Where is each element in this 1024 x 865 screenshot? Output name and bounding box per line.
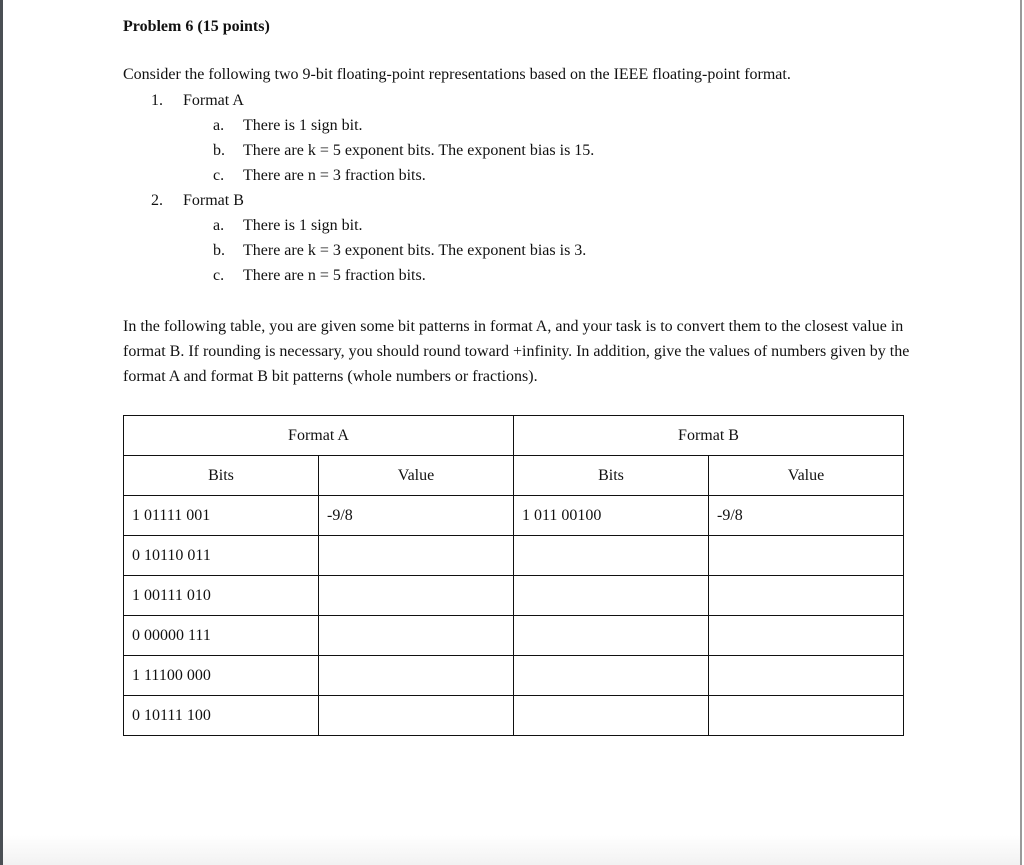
cell [709,536,904,576]
list-item: There is 1 sign bit. [243,117,363,134]
page-bottom-shade [3,835,1020,865]
window-left-border [0,0,3,865]
cell: 0 10110 011 [124,536,319,576]
format-b-name: Format B [183,192,244,209]
intro-text: Consider the following two 9-bit floating-point representations based on the IEEE floating-point format. [123,66,791,83]
format-a-name: Format A [183,92,244,109]
col-header-bits-b: Bits [514,456,709,496]
format-b-number: 2. [151,192,163,209]
cell: 1 011 00100 [514,496,709,536]
window-right-border [1020,0,1022,865]
cell: 1 11100 000 [124,656,319,696]
list-item: There are k = 3 exponent bits. The exponent bias is 3. [243,242,587,259]
list-letter: c. [213,267,225,284]
list-letter: b. [213,242,225,259]
cell [319,576,514,616]
conversion-table [123,415,904,736]
cell: 0 00000 111 [124,616,319,656]
table-row [124,576,904,616]
list-item: There are n = 3 fraction bits. [243,167,426,184]
cell [709,696,904,736]
format-a-header: Format A [124,416,514,456]
column-header-row [124,456,904,496]
cell [514,536,709,576]
cell: -9/8 [319,496,514,536]
cell: 0 10111 100 [124,696,319,736]
table-row [124,656,904,696]
cell: 1 00111 010 [124,576,319,616]
table-row [124,496,904,536]
cell [709,656,904,696]
col-header-value-a: Value [319,456,514,496]
list-letter: c. [213,167,225,184]
cell [514,616,709,656]
cell: 1 01111 001 [124,496,319,536]
cell [709,576,904,616]
cell [319,696,514,736]
table-row [124,696,904,736]
col-header-value-b: Value [709,456,904,496]
table-row [124,536,904,576]
cell [709,616,904,656]
list-item: There are k = 5 exponent bits. The exponent bias is 15. [243,142,595,159]
cell [514,696,709,736]
cell [514,576,709,616]
instructions-text: In the following table, you are given some bit patterns in format A, and your task is to convert them to the closest value in format B. If rounding is necessary, you should round toward +infinity. In addition, give the values of numbers given by the format A and format B bit patterns (whole numbers or fractions). [123,318,910,385]
list-letter: b. [213,142,225,159]
col-header-bits-a: Bits [124,456,319,496]
cell [319,536,514,576]
cell: -9/8 [709,496,904,536]
cell [514,656,709,696]
list-letter: a. [213,217,225,234]
group-header-row [124,416,904,456]
list-letter: a. [213,117,225,134]
list-item: There is 1 sign bit. [243,217,363,234]
cell [319,616,514,656]
cell [319,656,514,696]
table-row [124,616,904,656]
format-a-number: 1. [151,92,163,109]
format-b-header: Format B [514,416,904,456]
list-item: There are n = 5 fraction bits. [243,267,426,284]
problem-title: Problem 6 (15 points) [123,18,270,35]
